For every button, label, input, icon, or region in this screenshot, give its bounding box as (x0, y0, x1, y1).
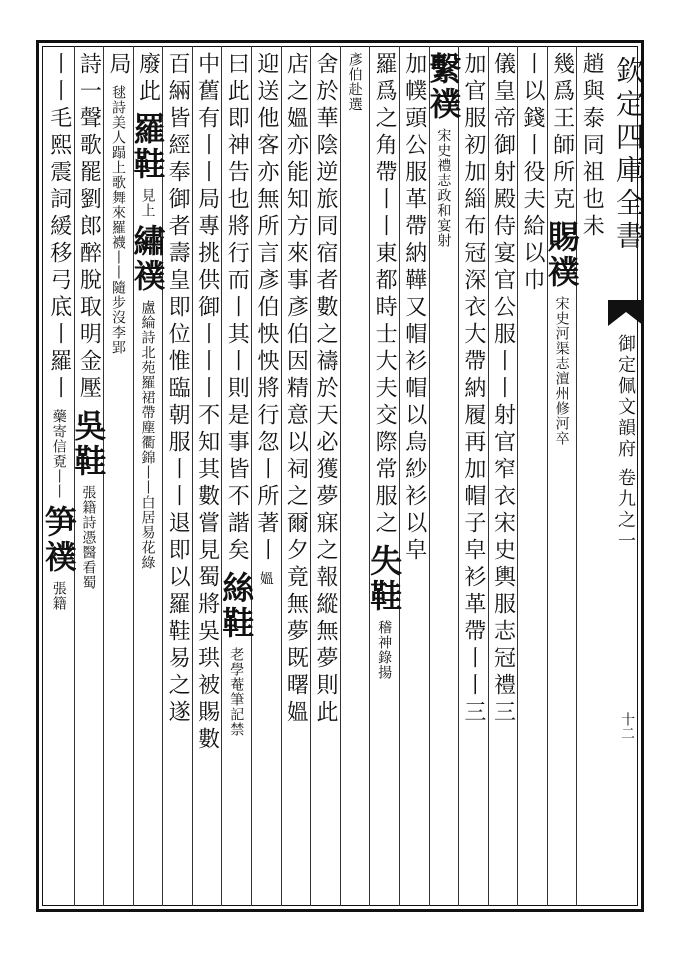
margin-book-title: 御定佩文韻府 (615, 334, 636, 460)
annotation-text: 張籍詩憑醫看蜀 (80, 485, 97, 590)
main-text: 局 (105, 52, 131, 79)
headword: 失鞋 (365, 544, 404, 614)
fishtail-ornament (608, 300, 644, 326)
annotation-text: 張籍 (50, 581, 67, 611)
main-text: 廢此 (135, 52, 161, 106)
column-rule (517, 46, 518, 906)
main-text: 加幞頭公服革帶納鞾又帽衫帽以烏紗衫以皁 (401, 52, 427, 565)
headword: 絲鞋 (217, 571, 256, 641)
column-rule (369, 46, 370, 906)
annotation-text: 媼 (257, 571, 274, 586)
margin-leaf-number: 十二 (619, 712, 635, 740)
column-rule (488, 46, 489, 906)
main-text: 幾爲王師所克 (549, 52, 575, 214)
margin-title: 欽定四庫全書 (612, 56, 645, 254)
column-rule (310, 46, 311, 906)
main-text: 儀皇帝御射殿侍宴官公服丨丨射官窄衣宋史輿服志冠禮三 (490, 52, 516, 727)
column-rule (429, 46, 430, 906)
annotation-text: 藥寄信覔丨丨 (50, 409, 67, 499)
annotation-text: 宋史河渠志澶州修河卒 (553, 296, 570, 446)
column-rule (281, 46, 282, 906)
column-rule (458, 46, 459, 906)
annotation-text: 稽神錄揚 (376, 620, 393, 680)
main-text: 丨丨毛熙震詞緩移弓底丨羅丨 (46, 52, 72, 403)
headword: 羅鞋 (128, 112, 167, 182)
annotation-text: 毬詩美人蹋上歌舞來羅襪丨丨隨步沒李郢 (109, 85, 126, 355)
main-text: 曰此即神告也將行而丨其丨則是事皆不諧矣 (224, 52, 250, 565)
main-text: 迎送他客亦無所言彥伯怏怏將行忽丨所著丨 (253, 52, 279, 565)
main-text: 丨以錢丨役夫給以巾 (520, 52, 546, 295)
annotation-text: 見上 (139, 188, 156, 218)
headword: 繡襆 (128, 224, 167, 294)
annotation-text: 彥伯赴選 (346, 52, 363, 112)
column-rule (399, 46, 400, 906)
column-rule (576, 46, 577, 906)
main-text: 中舊有丨丨局專挑供御丨丨丨不知其數嘗見蜀將吳珙被賜數 (194, 52, 220, 754)
main-text: 舍於華陰逆旅同宿者數之禱於天必獲夢寐之報縱無夢則此 (313, 52, 338, 727)
main-text: 趙與泰同祖也未 (579, 52, 605, 241)
headword: 吳鞋 (69, 409, 108, 479)
main-text: 百緉皆經奉御者壽皇即位惟臨朝服丨丨退即以羅鞋易之遂 (165, 52, 191, 727)
column-rule (74, 46, 75, 906)
column-rule (251, 46, 252, 906)
main-text: 店之媼亦能知方來事彥伯因精意以祠之爾夕竟無夢既曙媼 (283, 52, 309, 727)
headword: 繫襆 (424, 52, 463, 122)
column-rule (192, 46, 193, 906)
annotation-text: 老學菴筆記禁 (228, 647, 245, 737)
column-rule (547, 46, 548, 906)
headword: 笋襆 (39, 505, 78, 575)
margin-volume: 卷九之一 (615, 468, 636, 552)
column-rule (133, 46, 134, 906)
main-text: 羅爲之角帶丨丨東都時士大夫交際常服之 (372, 52, 398, 538)
annotation-text: 宋史禮志政和宴射 (435, 128, 452, 248)
column-rule (221, 46, 222, 906)
main-text: 詩一聲歌罷劉郎醉脫取明金壓 (76, 52, 102, 403)
main-text: 加官服初加緇布冠深衣大帶納履再加帽子皁衫革帶丨丨三 (460, 52, 486, 727)
headword: 賜襆 (542, 220, 581, 290)
column-rule (340, 46, 341, 906)
annotation-text: 盧綸詩北苑羅裙帶塵衢錦丨丨白居易花綠 (139, 300, 156, 570)
